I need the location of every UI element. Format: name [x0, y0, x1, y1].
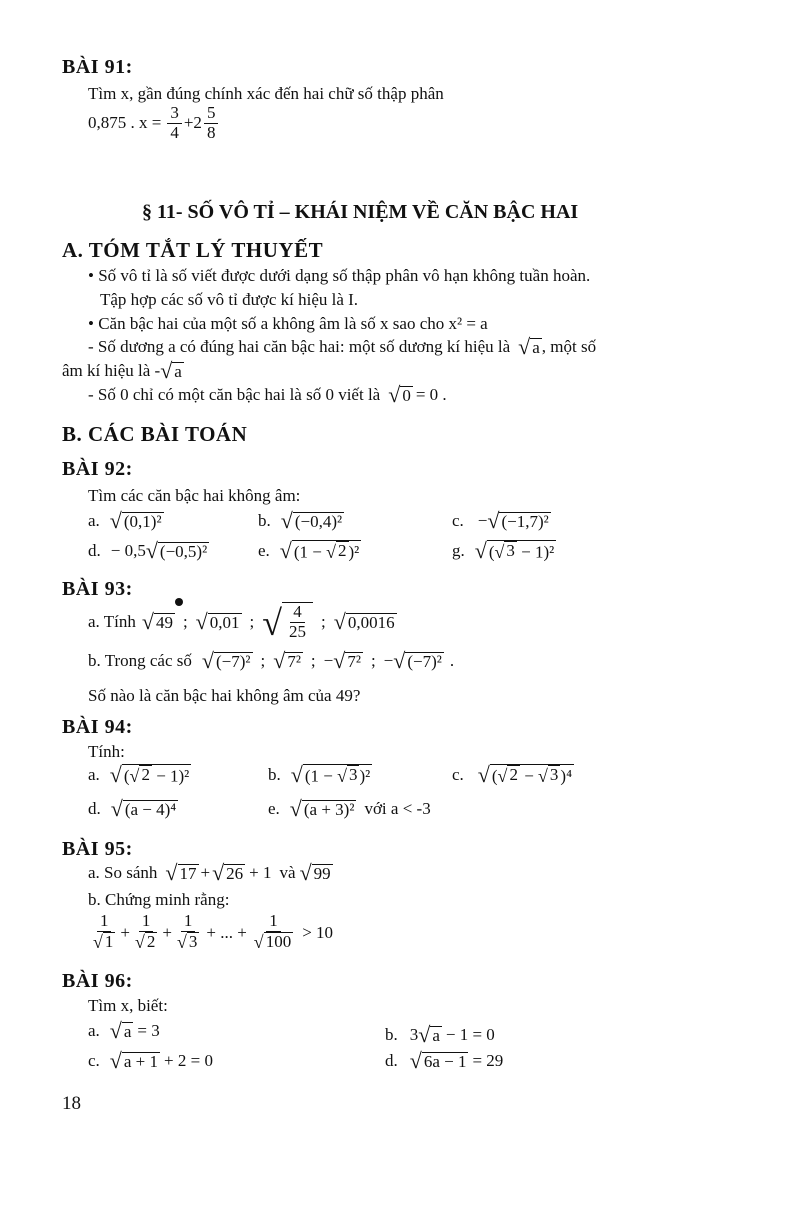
denominator: 25: [289, 621, 306, 641]
numerator: 4: [290, 603, 305, 623]
sqrt: √ (1 − √ 3 )²: [290, 762, 371, 788]
radicand: (−1,7)²: [501, 512, 549, 532]
page-number: 18: [62, 1093, 81, 1114]
sqrt: √ 7²: [333, 648, 361, 673]
item-label: d.: [88, 541, 101, 560]
bai-92-e: [258, 540, 361, 562]
radicand: 26: [226, 864, 244, 884]
sqrt: √ 2: [134, 931, 156, 953]
radicand: 2: [146, 931, 156, 951]
separator: ;: [370, 651, 376, 670]
bai-94-d: [88, 798, 178, 820]
fraction: [204, 104, 219, 142]
numerator: 1: [139, 912, 154, 932]
bai-94-c: [452, 764, 574, 786]
sqrt: √ (−0,4)²: [280, 508, 343, 533]
radicand: 0: [402, 386, 411, 406]
bai-96-b: [385, 1024, 495, 1046]
sqrt: √ 7²: [273, 648, 301, 673]
denominator: [90, 932, 118, 953]
sqrt: √ ( √ 2 − √ 3 )⁴: [477, 762, 573, 788]
radicand: (−0,5)²: [159, 542, 208, 562]
numerator: 1: [97, 912, 112, 932]
sqrt: √ a: [418, 1022, 440, 1047]
bai-93-question: Số nào là căn bậc hai không âm của 49?: [88, 686, 361, 705]
radicand: [303, 764, 372, 786]
item-label: b.: [385, 1025, 398, 1044]
eq-left: 0,875 . x =: [88, 113, 162, 133]
fraction: [90, 912, 118, 953]
item-label: e.: [268, 799, 280, 818]
item-label: c.: [88, 1051, 100, 1070]
coefficient: 3: [409, 1025, 419, 1044]
radicand: a: [174, 362, 182, 382]
section-title: § 11- SỐ VÔ TỈ – KHÁI NIỆM VỀ CĂN BẬC HAI: [142, 201, 579, 223]
bai-96-d: [385, 1050, 503, 1072]
sqrt: √ ( √ 3 − 1)²: [474, 538, 555, 564]
part: − 1)²: [151, 766, 190, 786]
bai-95-inequality: [88, 912, 333, 953]
bai-96-title: BÀI 96:: [62, 970, 133, 992]
eq-zero: = 0 .: [415, 385, 447, 404]
radicand: (a − 4)⁴: [124, 800, 177, 820]
fraction: [251, 912, 296, 953]
inner-sqrt: √ 2: [326, 541, 347, 562]
sqrt: √ (−1,7)²: [487, 508, 549, 533]
greater-than-ten: > 10: [302, 922, 334, 942]
radicand: a: [532, 338, 540, 358]
minus: −: [477, 511, 488, 530]
denominator: [251, 932, 296, 953]
separator: ;: [260, 651, 266, 670]
item-label: d.: [88, 799, 101, 818]
denominator: [174, 932, 202, 953]
item-label: b. Trong các số: [88, 651, 192, 670]
radicand: 0,01: [209, 613, 240, 632]
bai-92-a: [88, 510, 164, 532]
part: (: [488, 542, 495, 562]
theory-line-2: Tập hợp các số vô tỉ được kí hiệu là I.: [100, 290, 359, 309]
plus: +: [200, 863, 211, 882]
part: (1 −: [304, 766, 338, 786]
sqrt: √ (−0,5)²: [145, 538, 208, 563]
bai-92-b: [258, 510, 344, 532]
theory-line-5: [62, 360, 184, 382]
plus-two: +2: [183, 113, 202, 133]
equation-rhs: − 1 = 0: [445, 1025, 495, 1044]
bai-96-a: [88, 1020, 160, 1042]
radicand: a: [123, 1022, 132, 1042]
radicand: 99: [313, 864, 331, 884]
minus: −: [383, 651, 394, 670]
sqrt: √ (−7)²: [201, 648, 251, 673]
inner-sqrt: √ 2: [497, 765, 518, 786]
radicand: (−0,4)²: [294, 512, 343, 532]
item-label: b.: [268, 765, 281, 785]
text: , một số: [541, 337, 597, 356]
radicand: [487, 540, 556, 562]
plus: +: [120, 922, 130, 942]
radicand: 7²: [287, 652, 301, 672]
radicand: 3: [549, 765, 559, 784]
denominator: 4: [170, 122, 179, 142]
coefficient: − 0,5: [110, 541, 146, 560]
bai-94-e: [268, 798, 431, 820]
denominator: [132, 932, 160, 953]
theory-line-1: • Số vô tỉ là số viết được dưới dạng số thập phân vô hạn không tuần hoàn.: [88, 266, 591, 285]
sqrt: √ 49: [141, 608, 173, 634]
theory-line-6: [88, 384, 447, 406]
fraction: [286, 603, 309, 641]
sqrt: √ (a − 4)⁴: [110, 796, 177, 821]
radicand: 2: [141, 765, 150, 784]
radicand: 2: [338, 541, 347, 560]
separator: ;: [310, 651, 316, 670]
radicand: (0,1)²: [123, 512, 162, 532]
item-label: a.: [88, 1021, 100, 1040]
theory-line-4: [88, 336, 596, 358]
part: −: [519, 766, 539, 786]
bai-92-text: Tìm các căn bậc hai không âm:: [88, 486, 301, 505]
plus-one: + 1: [249, 863, 272, 882]
bai-93-b: [88, 650, 454, 672]
fraction: [174, 912, 202, 953]
bai-91-title: BÀI 91:: [62, 56, 133, 78]
item-label: e.: [258, 541, 270, 561]
radicand: [122, 764, 191, 786]
radicand: a: [432, 1026, 440, 1046]
numerator: 5: [204, 104, 219, 124]
part: (: [123, 766, 130, 786]
sqrt-fraction: √ $\frac{4}{25}$: [262, 602, 313, 641]
bai-92-title: BÀI 92:: [62, 458, 133, 480]
numerator: 3: [167, 104, 182, 124]
radicand: 7²: [347, 652, 361, 672]
condition: với a < -3: [364, 799, 431, 818]
sqrt: √ ( √ 2 − 1)²: [109, 762, 190, 788]
item-label: a.: [88, 511, 100, 530]
item-label: g.: [452, 541, 465, 561]
sqrt-a: √ a: [518, 334, 540, 359]
text: - Số dương a có đúng hai căn bậc hai: một số dương kí hiệu là: [88, 337, 511, 356]
item-label: a. Tính: [88, 611, 136, 631]
equation-rhs: = 29: [472, 1051, 504, 1070]
bai-95-title: BÀI 95:: [62, 838, 133, 860]
numerator: 1: [181, 912, 196, 932]
sqrt: √ 17: [165, 860, 197, 885]
inner-sqrt: √ 3: [494, 541, 515, 562]
bai-92-g: [452, 540, 556, 562]
inner-sqrt: √ 3: [337, 765, 358, 786]
radicand: [282, 602, 313, 641]
radicand: a + 1: [123, 1052, 159, 1072]
part-a-title: A. TÓM TẮT LÝ THUYẾT: [62, 238, 324, 262]
inner-sqrt: √ 3: [538, 765, 559, 786]
minus: −: [323, 651, 334, 670]
inner-sqrt: √ 2: [129, 765, 150, 786]
radicand: 3: [506, 541, 515, 560]
bai-92-d: [88, 540, 209, 562]
sqrt-zero: √ 0: [388, 382, 411, 407]
radicand: (−7)²: [215, 652, 251, 672]
sqrt: √ 0,0016: [333, 608, 395, 634]
bai-93-a: [88, 602, 397, 644]
sqrt: √ (1 − √ 2 )²: [279, 538, 360, 564]
bai-95-a: [88, 862, 333, 884]
bai-96-text: Tìm x, biết:: [88, 996, 168, 1015]
radicand: 49: [155, 613, 173, 632]
part: )²: [348, 542, 360, 562]
fraction: [132, 912, 160, 953]
sqrt: √ (−7)²: [393, 648, 442, 673]
bai-91-equation: [88, 104, 220, 142]
sqrt: √ 100: [253, 931, 292, 953]
bai-95-b: b. Chứng minh rằng:: [88, 890, 230, 909]
period: .: [449, 651, 455, 670]
theory-line-3: • Căn bậc hai của một số a không âm là số x sao cho x² = a: [88, 314, 488, 333]
sqrt: √ 1: [93, 931, 114, 953]
radicand: 17: [179, 864, 197, 884]
radicand: (−7)²: [407, 652, 442, 672]
part: )²: [359, 766, 371, 786]
radicand: 3: [348, 765, 358, 784]
radicand: 0,0016: [347, 613, 395, 632]
and: và: [279, 863, 296, 882]
ellipsis: + ... +: [206, 922, 247, 942]
radicand: 100: [265, 931, 292, 951]
sqrt: √ a: [109, 1018, 132, 1043]
item-label: d.: [385, 1051, 398, 1070]
radicand: (a + 3)²: [303, 800, 355, 820]
bai-92-c: [452, 510, 551, 532]
sqrt: √ 0,01: [195, 608, 240, 634]
separator: ;: [321, 611, 326, 631]
sqrt: √ 6a − 1: [409, 1048, 467, 1073]
part-b-title: B. CÁC BÀI TOÁN: [62, 422, 248, 446]
item-label: c.: [452, 511, 464, 530]
radicand: 3: [188, 931, 198, 951]
text: - Số 0 chỉ có một căn bậc hai là số 0 viết là: [88, 385, 381, 404]
sqrt: √ (0,1)²: [109, 508, 162, 533]
item-label: c.: [452, 765, 464, 785]
bai-94-b: [268, 764, 372, 786]
denominator: 8: [206, 122, 216, 142]
text: âm kí hiệu là -: [62, 361, 161, 380]
bai-94-title: BÀI 94:: [62, 716, 133, 738]
radicand: 6a − 1: [423, 1052, 467, 1072]
radicand: 2: [509, 765, 518, 784]
sqrt: √ 99: [299, 860, 331, 885]
bai-93-title: BÀI 93:: [62, 578, 133, 600]
sqrt: √ 3: [176, 931, 198, 953]
equation-rhs: = 3: [137, 1021, 160, 1040]
bai-94-text: Tính:: [88, 742, 125, 761]
fraction: [167, 104, 182, 142]
part: − 1)²: [516, 542, 555, 562]
bai-96-c: [88, 1050, 213, 1072]
radicand: [490, 764, 574, 786]
equation-rhs: + 2 = 0: [164, 1051, 213, 1070]
item-label: b.: [258, 511, 271, 530]
item-label: a. So sánh: [88, 863, 158, 882]
radicand: 1: [104, 931, 114, 951]
bai-91-text: Tìm x, gần đúng chính xác đến hai chữ số thập phân: [88, 84, 444, 103]
separator: ;: [249, 611, 255, 631]
radicand: [292, 540, 361, 562]
part: (1 −: [293, 542, 327, 562]
sqrt: √ 26: [212, 860, 244, 885]
sqrt-a: √ a: [160, 358, 182, 383]
plus: +: [162, 922, 172, 942]
separator: ;: [182, 611, 188, 631]
part: )⁴: [560, 766, 573, 786]
item-label: a.: [88, 765, 100, 785]
sqrt: √ a + 1: [109, 1048, 159, 1073]
numerator: 1: [266, 912, 281, 932]
bai-94-a: [88, 764, 191, 786]
part: (: [491, 766, 498, 786]
sqrt: √ (a + 3)²: [289, 796, 355, 821]
